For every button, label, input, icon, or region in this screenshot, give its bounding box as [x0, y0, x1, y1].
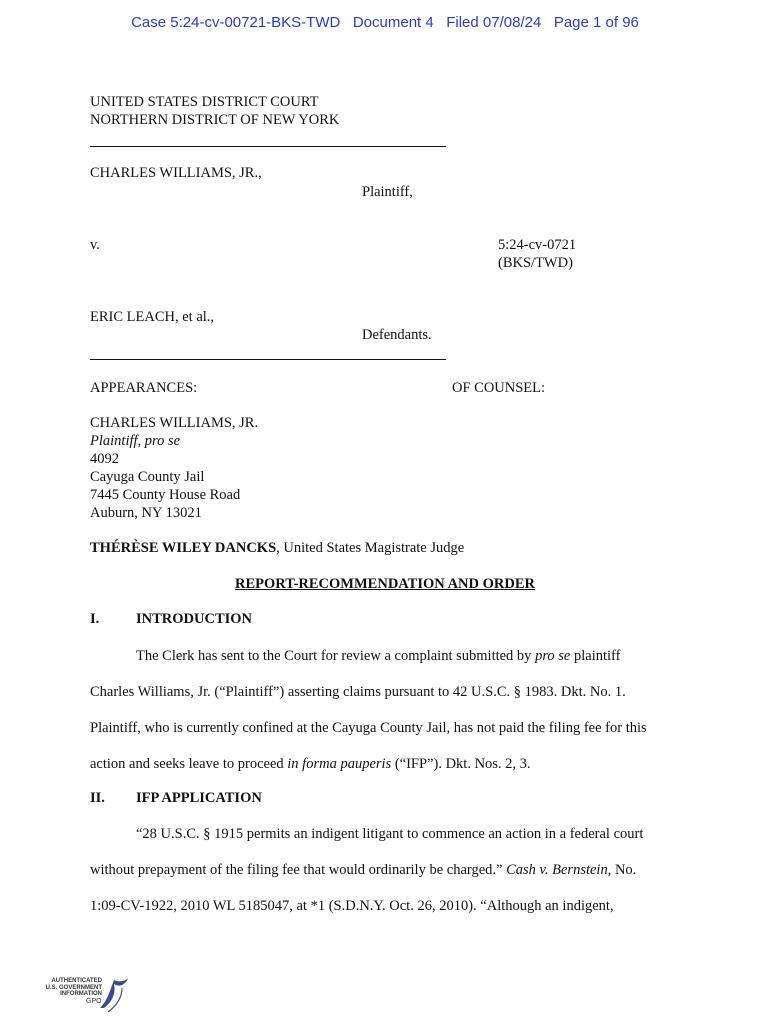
appearance-street: 7445 County House Road — [90, 487, 241, 503]
para1-line4-text-a: action and seeks leave to proceed — [90, 756, 288, 772]
defendant-role: Defendants. — [362, 327, 432, 343]
appearance-name: CHARLES WILLIAMS, JR. — [90, 415, 259, 431]
plaintiff-role: Plaintiff, — [362, 184, 413, 200]
court-name-line2: NORTHERN DISTRICT OF NEW YORK — [90, 112, 340, 128]
section-2-title: IFP APPLICATION — [136, 790, 262, 806]
caption-rule-top — [90, 146, 446, 147]
page-number: Page 1 of 96 — [553, 14, 639, 31]
case-no-line2: (BKS/TWD) — [498, 255, 573, 271]
judge-name: THÉRÈSE WILEY DANCKS — [90, 540, 277, 556]
judge-title: , United States Magistrate Judge — [276, 540, 465, 556]
judge-line — [90, 540, 464, 557]
gpo-authentication-seal — [42, 972, 132, 1016]
para1-line1-italic: pro se — [535, 648, 571, 664]
filed-date: Filed 07/08/24 — [446, 14, 542, 31]
para2-line2-text-a: without prepayment of the filing fee that would ordinarily be charged.” — [90, 862, 507, 878]
document-number: Document 4 — [352, 14, 434, 31]
case-no-line1: 5:24-cv-0721 — [498, 237, 577, 253]
para1-line4-italic: in forma pauperis — [287, 756, 392, 772]
para2-line2 — [90, 862, 636, 879]
versus: v. — [90, 237, 100, 253]
case-number: Case 5:24-cv-00721-BKS-TWD — [131, 14, 341, 31]
appearance-number: 4092 — [90, 451, 119, 467]
gpo-label: GPO — [86, 998, 102, 1005]
para1-line1-text-a: The Clerk has sent to the Court for review a complaint submitted by — [136, 648, 536, 664]
filing-header — [0, 14, 770, 31]
appearance-city: Auburn, NY 13021 — [90, 505, 202, 521]
gpo-seal-text: AUTHENTICATED U.S. GOVERNMENT INFORMATION — [45, 978, 102, 997]
para2-line2-italic: Cash v. Bernstein — [506, 862, 608, 878]
section-1-title: INTRODUCTION — [136, 611, 253, 627]
caption-rule-bottom — [90, 359, 446, 360]
para2-line2-text-c: , No. — [607, 862, 637, 878]
plaintiff-name: CHARLES WILLIAMS, JR., — [90, 165, 262, 181]
para1-line1-text-c: plaintiff — [570, 648, 621, 664]
para1-line4-text-c: (“IFP”). Dkt. Nos. 2, 3. — [391, 756, 531, 772]
para1-line2: Charles Williams, Jr. (“Plaintiff”) asserting claims pursuant to 42 U.S.C. § 1983. Dkt. No. 1. — [90, 684, 626, 700]
section-2-number: II. — [90, 790, 105, 806]
para2-line3: 1:09-CV-1922, 2010 WL 5185047, at *1 (S.D.N.Y. Oct. 26, 2010). “Although an indigent, — [90, 898, 614, 914]
of-counsel-label: OF COUNSEL: — [452, 380, 546, 396]
court-name-line1: UNITED STATES DISTRICT COURT — [90, 94, 319, 110]
appearance-facility: Cayuga County Jail — [90, 469, 205, 485]
section-1-number: I. — [90, 611, 100, 627]
para1-line1 — [136, 648, 620, 665]
gpo-eagle-icon — [42, 972, 132, 1016]
para1-line4 — [90, 756, 531, 773]
appearances-label: APPEARANCES: — [90, 380, 198, 396]
para2-line1: “28 U.S.C. § 1915 permits an indigent litigant to commence an action in a federal court — [136, 826, 644, 842]
para1-line3: Plaintiff, who is currently confined at the Cayuga County Jail, has not paid the filing fee for this — [90, 720, 647, 736]
defendant-name: ERIC LEACH, et al., — [90, 309, 215, 325]
document-title: REPORT-RECOMMENDATION AND ORDER — [235, 576, 535, 592]
appearance-role: Plaintiff, pro se — [90, 433, 181, 449]
